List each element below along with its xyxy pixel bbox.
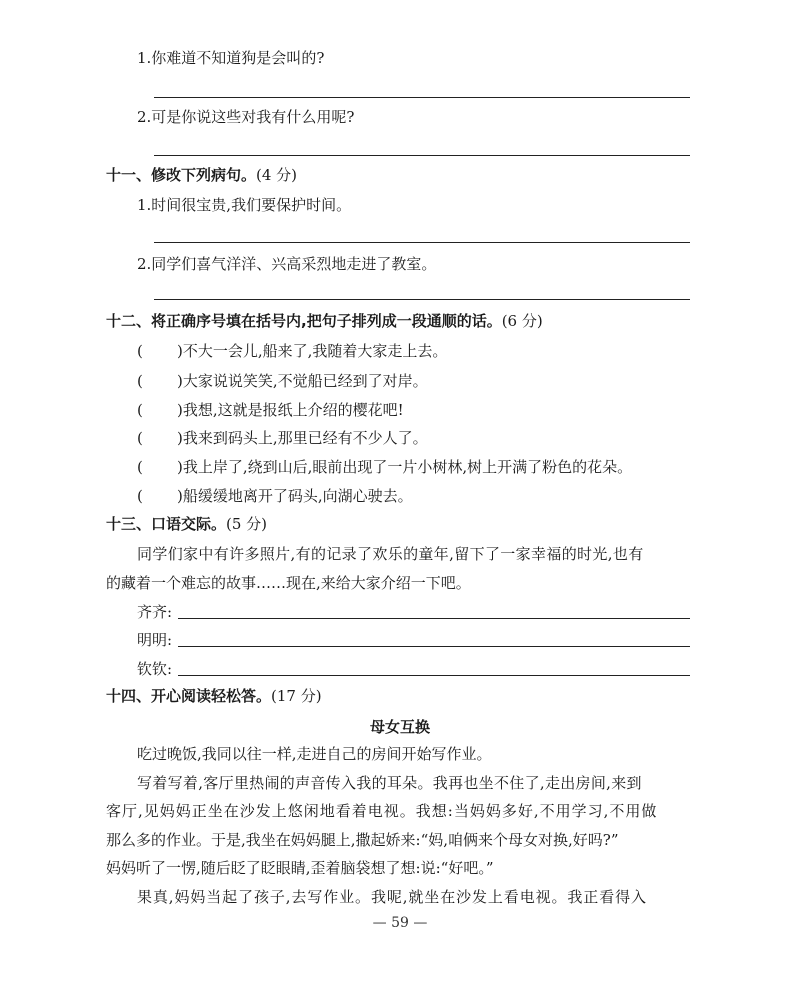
- q13-score: (5 分): [226, 515, 268, 533]
- q14-score: (17 分): [271, 687, 322, 705]
- q11-item-1: 1.时间很宝贵,我们要保护时间。: [137, 196, 352, 214]
- speaker-label-mingming: 明明:: [137, 631, 173, 649]
- speaker-answer-line-qiqi[interactable]: [178, 618, 690, 619]
- order-blank[interactable]: (: [137, 429, 143, 447]
- q10-answer-line-2[interactable]: [154, 155, 690, 156]
- order-blank[interactable]: (: [137, 372, 143, 390]
- q12-row: ( )船缓缓地离开了码头,向湖心驶去。: [137, 487, 413, 505]
- q12-sentence: 我来到码头上,那里已经有不少人了。: [182, 429, 428, 447]
- order-blank[interactable]: (: [137, 401, 143, 419]
- q12-heading: [106, 310, 543, 332]
- q12-title: 十二、将正确序号填在括号内,把句子排列成一段通顺的话。: [106, 312, 502, 330]
- q12-sentence: 不大一会儿,船来了,我随着大家走上去。: [182, 342, 448, 360]
- q10-item-1: 1.你难道不知道狗是会叫的?: [137, 49, 325, 67]
- speaker-label-qinqin: 钦钦:: [137, 660, 173, 678]
- q11-item-2: 2.同学们喜气洋洋、兴高采烈地走进了教室。: [137, 255, 437, 273]
- q12-row: ( )我来到码头上,那里已经有不少人了。: [137, 429, 428, 447]
- story-line: 那么多的作业。于是,我坐在妈妈腿上,撒起娇来:“妈,咱俩来个母女对换,好吗?”: [106, 831, 619, 849]
- q13-heading: [106, 513, 267, 535]
- q14-title: 十四、开心阅读轻松答。: [106, 687, 272, 705]
- q11-answer-line-2[interactable]: [154, 299, 690, 300]
- q10-answer-line-1[interactable]: [154, 97, 690, 98]
- story-title: 母女互换: [369, 718, 430, 736]
- q11-heading: [106, 164, 297, 186]
- speaker-answer-line-mingming[interactable]: [178, 646, 690, 647]
- order-blank[interactable]: (: [137, 487, 143, 505]
- q14-heading: [106, 685, 322, 707]
- q12-score: (6 分): [501, 312, 543, 330]
- story-line: 果真,妈妈当起了孩子,去写作业。我呢,就坐在沙发上看电视。我正看得入: [137, 888, 647, 906]
- story-paragraph-1: 吃过晚饭,我同以往一样,走进自己的房间开始写作业。: [137, 745, 492, 763]
- q10-item-2: 2.可是你说这些对我有什么用呢?: [137, 108, 355, 126]
- q11-answer-line-1[interactable]: [154, 242, 690, 243]
- q13-intro-line-2: 的藏着一个难忘的故事……现在,来给大家介绍一下吧。: [106, 574, 471, 592]
- speaker-answer-line-qinqin[interactable]: [178, 675, 690, 676]
- q12-row: ( )我想,这就是报纸上介绍的樱花吧!: [137, 401, 404, 419]
- q13-title: 十三、口语交际。: [106, 515, 227, 533]
- q12-sentence: 船缓缓地离开了码头,向湖心驶去。: [182, 487, 413, 505]
- q12-row: ( )不大一会儿,船来了,我随着大家走上去。: [137, 342, 448, 360]
- q12-row: ( )我上岸了,绕到山后,眼前出现了一片小树林,树上开满了粉色的花朵。: [137, 458, 633, 476]
- page-number: — 59 —: [372, 915, 428, 931]
- story-line: 写着写着,客厅里热闹的声音传入我的耳朵。我再也坐不住了,走出房间,来到: [137, 774, 642, 792]
- q13-intro-line-1: 同学们家中有许多照片,有的记录了欢乐的童年,留下了一家幸福的时光,也有: [137, 545, 644, 563]
- order-blank[interactable]: (: [137, 458, 143, 476]
- order-blank[interactable]: (: [137, 342, 143, 360]
- speaker-label-qiqi: 齐齐:: [137, 603, 173, 621]
- q12-sentence: 我想,这就是报纸上介绍的樱花吧!: [182, 401, 404, 419]
- q12-sentence: 我上岸了,绕到山后,眼前出现了一片小树林,树上开满了粉色的花朵。: [182, 458, 633, 476]
- q12-row: ( )大家说说笑笑,不觉船已经到了对岸。: [137, 372, 428, 390]
- q11-score: (4 分): [256, 166, 298, 184]
- story-line: 客厅,见妈妈正坐在沙发上悠闲地看着电视。我想:当妈妈多好,不用学习,不用做: [106, 802, 658, 820]
- q12-sentence: 大家说说笑笑,不觉船已经到了对岸。: [182, 372, 428, 390]
- q11-title: 十一、修改下列病句。: [106, 166, 257, 184]
- story-line: 妈妈听了一愣,随后眨了眨眼睛,歪着脑袋想了想:说:“好吧。”: [106, 859, 494, 877]
